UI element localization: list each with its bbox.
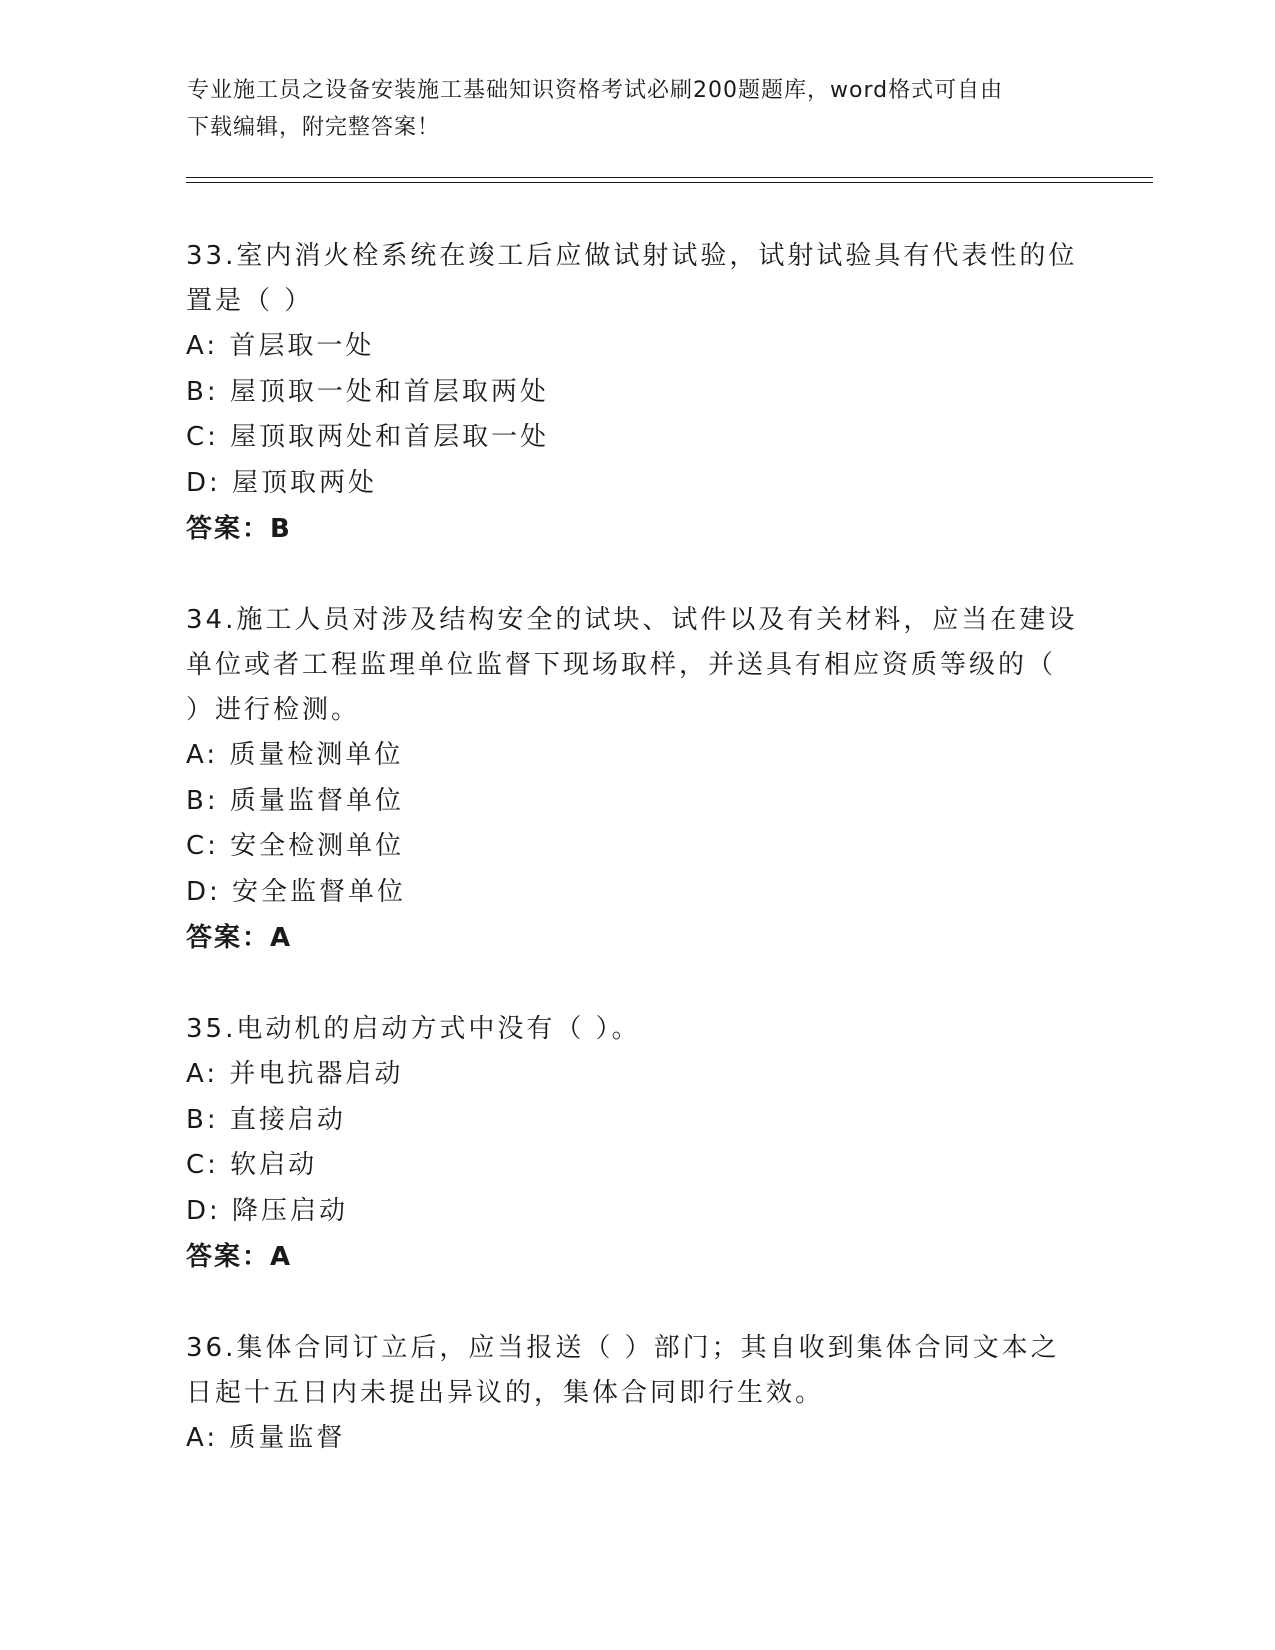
question-35 [186,1007,1086,1281]
option-d: D: 降压启动 [186,1195,349,1226]
question-36 [186,1326,1086,1462]
answer-label: 答案：A [186,923,293,953]
question-stem-line: 日起十五日内未提出异议的，集体合同即行生效。 [186,1378,825,1408]
question-stem-line: 34.施工人员对涉及结构安全的试块、试件以及有关材料，应当在建设 [186,605,1078,635]
question-stem [186,1326,1086,1416]
question-stem-line: 单位或者工程监理单位监督下现场取样，并送具有相应资质等级的（ [186,650,1057,680]
option-a: A: 首层取一处 [186,331,375,361]
answer-label: 答案：B [186,514,292,544]
option-b: B: 屋顶取一处和首层取两处 [186,376,549,407]
question-stem [186,1007,1086,1052]
question-stem [186,234,1086,324]
header-divider-bottom [186,182,1153,183]
option-c: C: 软启动 [186,1150,318,1180]
header-divider-top [186,177,1153,178]
question-stem-line: 置是（ ） [186,286,314,316]
option-b: B: 直接启动 [186,1104,346,1135]
question-stem-line: 36.集体合同订立后，应当报送（ ）部门；其自收到集体合同文本之 [186,1333,1060,1363]
option-a: A: 质量监督 [186,1423,346,1453]
question-stem-line: 33.室内消火栓系统在竣工后应做试射试验，试射试验具有代表性的位 [186,241,1078,271]
option-c: C: 屋顶取两处和首层取一处 [186,422,550,452]
option-d: D: 安全监督单位 [186,876,407,907]
header-line: 下载编辑，附完整答案！ [187,115,441,140]
option-a: A: 并电抗器启动 [186,1059,404,1089]
header-line: 专业施工员之设备安装施工基础知识资格考试必刷200题题库，word格式可自由 [187,78,1004,103]
question-33 [186,234,1086,553]
option-d: D: 屋顶取两处 [186,467,378,498]
option-c: C: 安全检测单位 [186,831,405,861]
document-header [187,72,1087,146]
answer-label: 答案：A [186,1242,293,1272]
question-stem-line: ）进行检测。 [186,695,361,725]
option-a: A: 质量检测单位 [186,740,404,770]
question-stem [186,598,1086,733]
option-b: B: 质量监督单位 [186,785,404,816]
question-34 [186,598,1086,962]
question-stem-line: 35.电动机的启动方式中没有（ ）。 [186,1014,641,1044]
